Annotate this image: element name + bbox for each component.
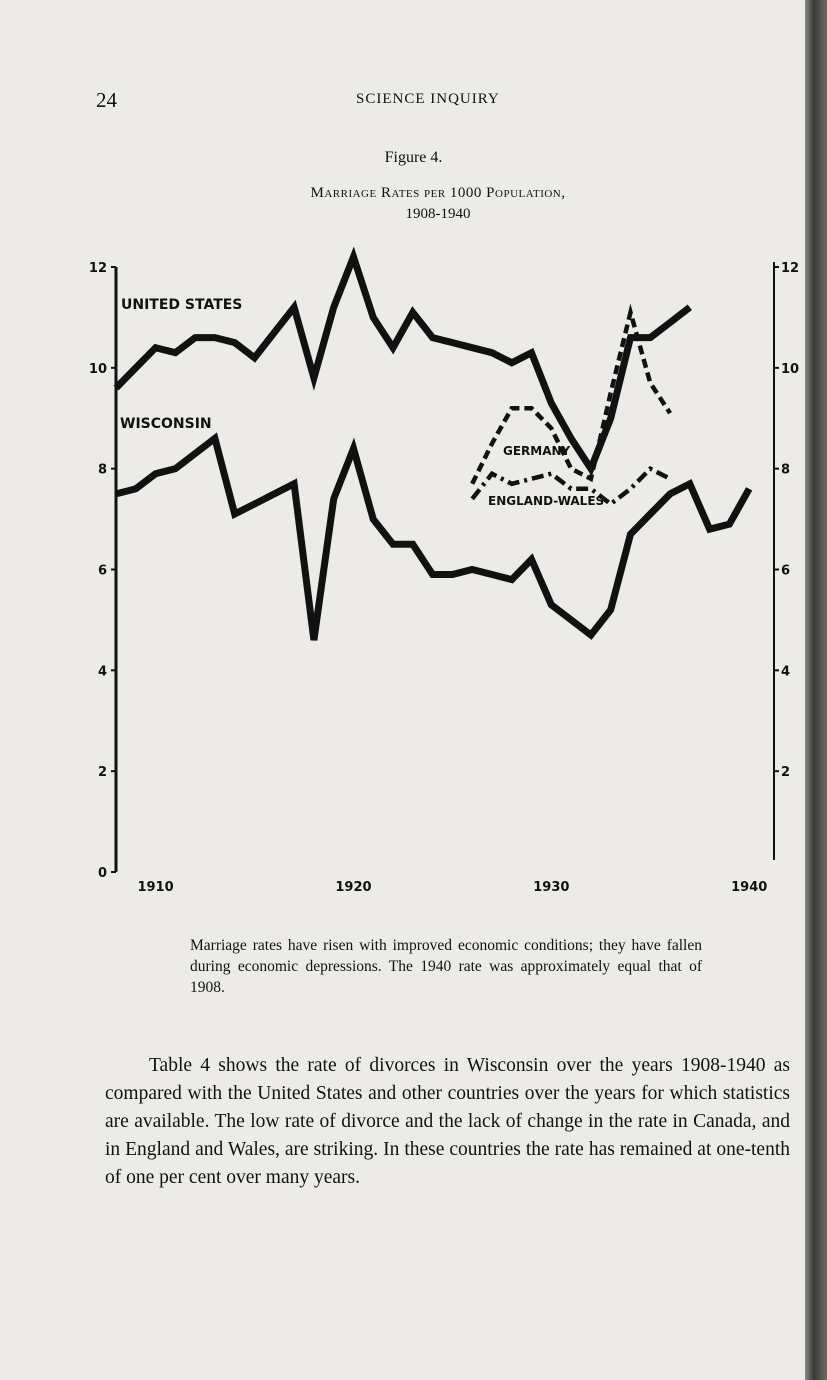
y-tick-label-right: 10 [781, 361, 800, 377]
series-line-wisconsin [116, 438, 749, 640]
y-tick-label-left: 4 [97, 664, 107, 680]
y-tick-label-left: 10 [88, 361, 107, 377]
y-tick-label-right: 8 [781, 462, 791, 478]
figure-years: 1908-1940 [405, 206, 471, 222]
x-tick-label: 1940 [731, 880, 768, 895]
x-tick-label: 1910 [137, 880, 174, 895]
figure-caption: Marriage rates have risen with improved economic conditions; they have fallen during economic depressions. The 1940 rate was approximately equal that of 1908. [190, 937, 702, 996]
x-tick-label: 1930 [533, 880, 570, 895]
y-tick-label-left: 2 [97, 765, 107, 781]
series-line-united-states [116, 257, 690, 469]
series-label-germany: GERMANY [503, 444, 571, 458]
marriage-rates-chart [0, 240, 827, 910]
series-label-united-states: UNITED STATES [121, 297, 243, 313]
running-head: SCIENCE INQUIRY [356, 91, 500, 107]
y-tick-label-right: 6 [781, 563, 791, 579]
x-tick-label: 1920 [335, 880, 372, 895]
body-paragraph: Table 4 shows the rate of divorces in Wisconsin over the years 1908-1940 as compared with the United States and other countries over the years for which statistics are available. The low rate of divorce and the lack of change in the rate in Canada, and in England and Wales, are striking. In these countries the rate has remained at one-tenth of one per cent over many years. [105, 1055, 790, 1188]
chart-series [116, 257, 749, 640]
series-label-england-wales: ENGLAND-WALES [488, 494, 605, 508]
y-tick-label-left: 6 [97, 563, 107, 579]
series-label-wisconsin: WISCONSIN [120, 416, 212, 432]
y-tick-label-right: 4 [781, 664, 791, 680]
y-tick-label-left: 8 [97, 462, 107, 478]
figure-label: Figure 4. [384, 149, 443, 166]
y-tick-label-right: 2 [781, 765, 791, 781]
y-tick-label-left: 0 [97, 866, 107, 881]
y-tick-label-right: 12 [781, 261, 800, 276]
figure-title: Marriage Rates per 1000 Population, [310, 185, 566, 201]
page-number: 24 [96, 88, 117, 112]
y-tick-label-left: 12 [88, 261, 107, 276]
